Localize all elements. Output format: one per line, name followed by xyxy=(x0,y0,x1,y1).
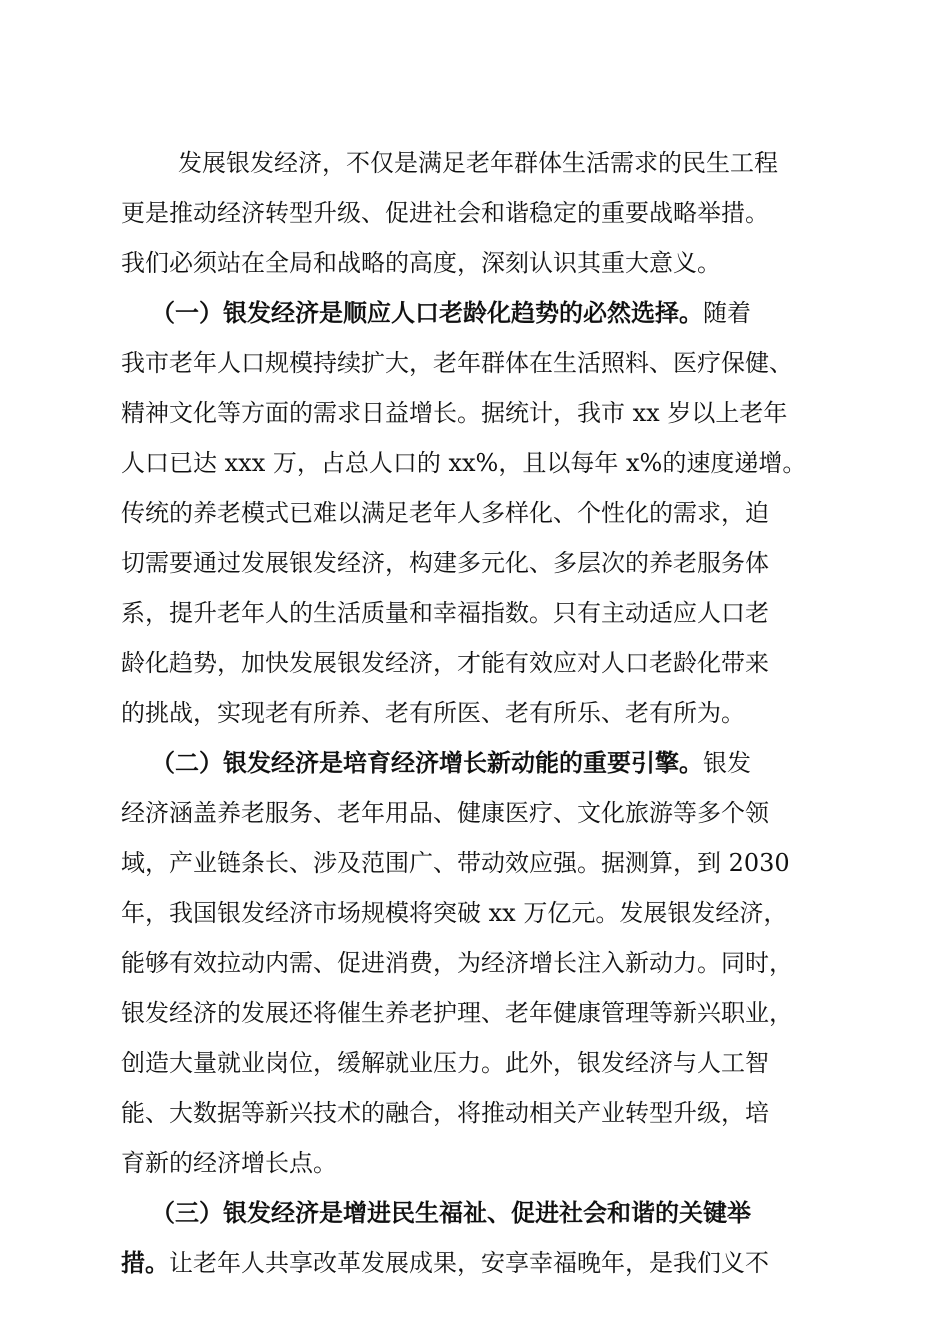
section3-second-line xyxy=(121,1246,769,1280)
section1-line-4: 人口已达 xxx 万，占总人口的 xx%，且以每年 x%的速度递增。 xyxy=(121,449,807,477)
section1-line-2: 我市老年人口规模持续扩大，老年群体在生活照料、医疗保健、 xyxy=(121,349,793,377)
section1-line-3: 精神文化等方面的需求日益增长。据统计，我市 xx 岁以上老年 xyxy=(121,399,788,427)
section2-line-8: 能、大数据等新兴技术的融合，将推动相关产业转型升级，培 xyxy=(121,1099,769,1127)
section2-line1-rest: 银发 xyxy=(703,749,751,777)
section3-heading-line-2: 措。 xyxy=(121,1248,169,1277)
section2-line-4: 年，我国银发经济市场规模将突破 xx 万亿元。发展银发经济， xyxy=(121,899,788,927)
section2-line-5: 能够有效拉动内需、促进消费，为经济增长注入新动力。同时， xyxy=(121,949,793,977)
section1-first-line xyxy=(151,296,751,330)
section1-line-8: 龄化趋势，加快发展银发经济，才能有效应对人口老龄化带来 xyxy=(121,649,769,677)
intro-line-1: 发展银发经济，不仅是满足老年群体生活需求的民生工程 xyxy=(178,149,778,177)
intro-line-3: 我们必须站在全局和战略的高度，深刻认识其重大意义。 xyxy=(121,249,721,277)
section2-line-2: 经济涵盖养老服务、老年用品、健康医疗、文化旅游等多个领 xyxy=(121,799,769,827)
section1-line-7: 系，提升老年人的生活质量和幸福指数。只有主动适应人口老 xyxy=(121,599,769,627)
section1-line-6: 切需要通过发展银发经济，构建多元化、多层次的养老服务体 xyxy=(121,549,769,577)
section3-heading-line-1: （三）银发经济是增进民生福祉、促进社会和谐的关键举 xyxy=(151,1198,751,1227)
section2-heading: （二）银发经济是培育经济增长新动能的重要引擎。 xyxy=(151,748,703,777)
section3-line2-rest: 让老年人共享改革发展成果，安享幸福晚年，是我们义不 xyxy=(169,1249,769,1277)
section1-heading: （一）银发经济是顺应人口老龄化趋势的必然选择。 xyxy=(151,298,703,327)
section1-line-9: 的挑战，实现老有所养、老有所医、老有所乐、老有所为。 xyxy=(121,699,745,727)
section2-line-6: 银发经济的发展还将催生养老护理、老年健康管理等新兴职业， xyxy=(121,999,793,1027)
section1-line1-rest: 随着 xyxy=(703,299,751,327)
section2-line-7: 创造大量就业岗位，缓解就业压力。此外，银发经济与人工智 xyxy=(121,1049,769,1077)
intro-line-2: 更是推动经济转型升级、促进社会和谐稳定的重要战略举措。 xyxy=(121,199,769,227)
section1-line-5: 传统的养老模式已难以满足老年人多样化、个性化的需求，迫 xyxy=(121,499,769,527)
section2-first-line xyxy=(151,746,751,780)
section2-line-3: 域，产业链条长、涉及范围广、带动效应强。据测算，到 2030 xyxy=(121,849,790,877)
section2-line-9: 育新的经济增长点。 xyxy=(121,1149,337,1177)
